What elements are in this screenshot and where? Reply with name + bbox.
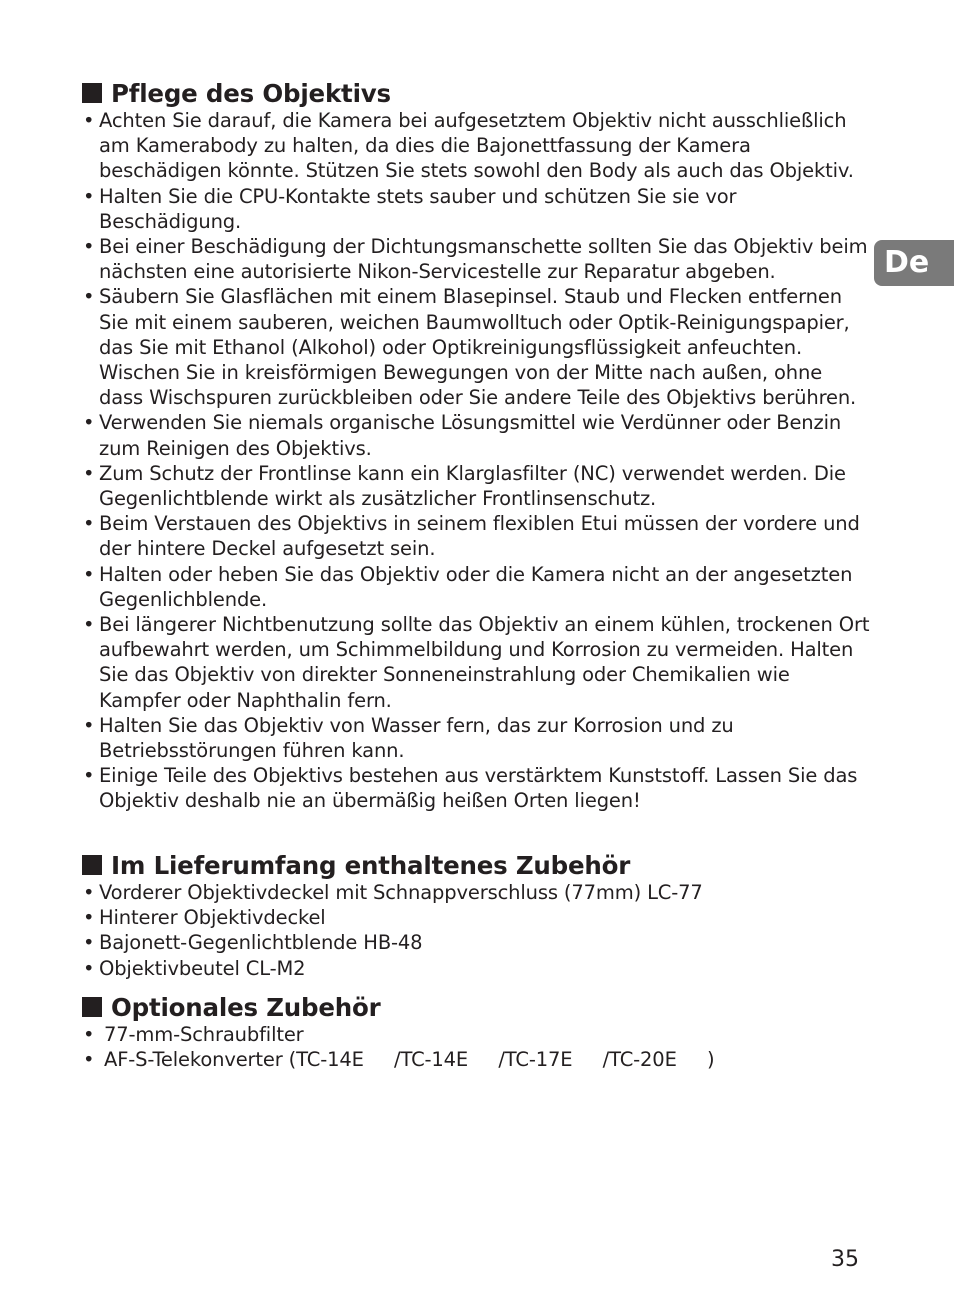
square-bullet-icon: [82, 997, 102, 1017]
bullet-icon: •: [83, 235, 95, 259]
list-item: [80, 880, 870, 905]
list-item-text: Halten Sie das Objektiv von Wasser fern, das zur Korrosion und zu Betriebsstörungen führen kann.: [99, 713, 734, 763]
section-lens-care: [80, 78, 870, 814]
bullet-icon: •: [83, 1048, 95, 1072]
bullet-list: [80, 1022, 870, 1072]
list-item-text: Verwenden Sie niemals organische Lösungsmittel wie Verdünner oder Benzin zum Reinigen des Objektivs.: [99, 411, 842, 460]
list-item-text: AF-S-Telekonverter (TC-14E /TC-14E /TC-17E /TC-20E ): [104, 1048, 715, 1072]
list-item: [80, 930, 870, 955]
list-item: [80, 905, 870, 930]
list-item-text: Säubern Sie Glasflächen mit einem Blasepinsel. Staub und Flecken entfernen Sie mit einem sauberen, weichen Baumwolltuch oder Optik-Reinigungspapier, das Sie mit Ethanol (Alkohol) oder Optikreinigungsflüssigkeit anfeuchten. Wischen Sie in kreisförmigen Bewegungen von der Mitte nach außen, ohne dass Wischspuren zurückbleiben oder Sie andere Teile des Objektivs berühren.: [99, 285, 857, 410]
bullet-icon: •: [83, 1023, 95, 1046]
language-tab: [874, 240, 954, 286]
heading-text: Pflege des Objektivs: [111, 78, 391, 108]
list-item: [80, 763, 870, 813]
list-item-text: Bei einer Beschädigung der Dichtungsmanschette sollten Sie das Objektiv beim nächsten eine autorisierte Nikon-Servicestelle zur Reparatur abgeben.: [99, 235, 868, 284]
list-item: [80, 511, 870, 561]
bullet-icon: •: [83, 461, 95, 485]
list-item: [80, 234, 870, 284]
list-item-text: Bajonett-Gegenlichtblende HB-48: [99, 931, 423, 955]
square-bullet-icon: [82, 855, 102, 875]
bullet-icon: •: [83, 713, 95, 737]
bullet-list: [80, 880, 870, 981]
list-item-text: 77-mm-Schraubfilter: [104, 1023, 304, 1046]
list-item-text: Objektivbeutel CL-M2: [99, 956, 306, 980]
language-tab-label: De: [884, 245, 930, 280]
list-item-text: Vorderer Objektivdeckel mit Schnappverschluss (77mm) LC-77: [99, 881, 703, 904]
bullet-icon: •: [83, 906, 95, 930]
list-item: [80, 612, 870, 713]
list-item-text: Hinterer Objektivdeckel: [99, 906, 326, 930]
heading-text: Im Lieferumfang enthaltenes Zubehör: [111, 850, 631, 880]
bullet-icon: •: [83, 931, 95, 955]
list-item: [80, 562, 870, 612]
list-item: [80, 1047, 870, 1072]
list-item-text: Halten Sie die CPU-Kontakte stets sauber und schützen Sie sie vor Beschädigung.: [99, 184, 737, 233]
bullet-icon: •: [83, 512, 95, 536]
list-item: [80, 461, 870, 511]
bullet-icon: •: [83, 764, 95, 788]
list-item-text: Halten oder heben Sie das Objektiv oder die Kamera nicht an der angesetzten Gegenlichblende.: [99, 562, 853, 611]
list-item: [80, 184, 870, 234]
section-heading: [80, 850, 870, 880]
square-bullet-icon: [82, 83, 102, 103]
bullet-icon: •: [83, 285, 95, 309]
section-heading: [80, 78, 870, 108]
list-item: [80, 410, 870, 460]
bullet-icon: •: [83, 956, 95, 980]
bullet-icon: •: [83, 411, 95, 435]
list-item: [80, 713, 870, 763]
section-optional-accessories: [80, 992, 870, 1072]
section-included-accessories: [80, 850, 870, 981]
list-item-text: Beim Verstauen des Objektivs in seinem flexiblen Etui müssen der vordere und der hintere Deckel aufgesetzt sein.: [99, 512, 860, 561]
bullet-icon: •: [83, 109, 95, 132]
list-item-text: Achten Sie darauf, die Kamera bei aufgesetztem Objektiv nicht ausschließlich am Kamerabody zu halten, da dies die Bajonettfassung der Kamera beschädigen könnte. Stützen Sie stets sowohl den Body als auch das Objektiv.: [99, 109, 854, 183]
list-item: [80, 1022, 870, 1047]
bullet-icon: •: [83, 613, 95, 637]
heading-text: Optionales Zubehör: [111, 992, 381, 1022]
list-item: [80, 956, 870, 981]
list-item: [80, 284, 870, 410]
list-item-text: Zum Schutz der Frontlinse kann ein Klarglasfilter (NC) verwendet werden. Die Gegenlichtblende wirkt als zusätzlicher Frontlinsenschutz.: [99, 461, 846, 511]
bullet-icon: •: [83, 562, 95, 586]
list-item-text: Einige Teile des Objektivs bestehen aus verstärktem Kunststoff. Lassen Sie das Objektiv deshalb nie an übermäßig heißen Orten liegen!: [99, 764, 858, 813]
bullet-icon: •: [83, 184, 95, 208]
bullet-icon: •: [83, 881, 95, 904]
section-heading: [80, 992, 870, 1022]
list-item-text: Bei längerer Nichtbenutzung sollte das Objektiv an einem kühlen, trockenen Ort aufbewahrt werden, um Schimmelbildung und Korrosion zu vermeiden. Halten Sie das Objektiv von direkter Sonneneinstrahlung oder Chemikalien wie Kampfer oder Naphthalin fern.: [99, 613, 870, 712]
page-number: 35: [831, 1247, 859, 1272]
bullet-list: [80, 108, 870, 814]
list-item: [80, 108, 870, 184]
